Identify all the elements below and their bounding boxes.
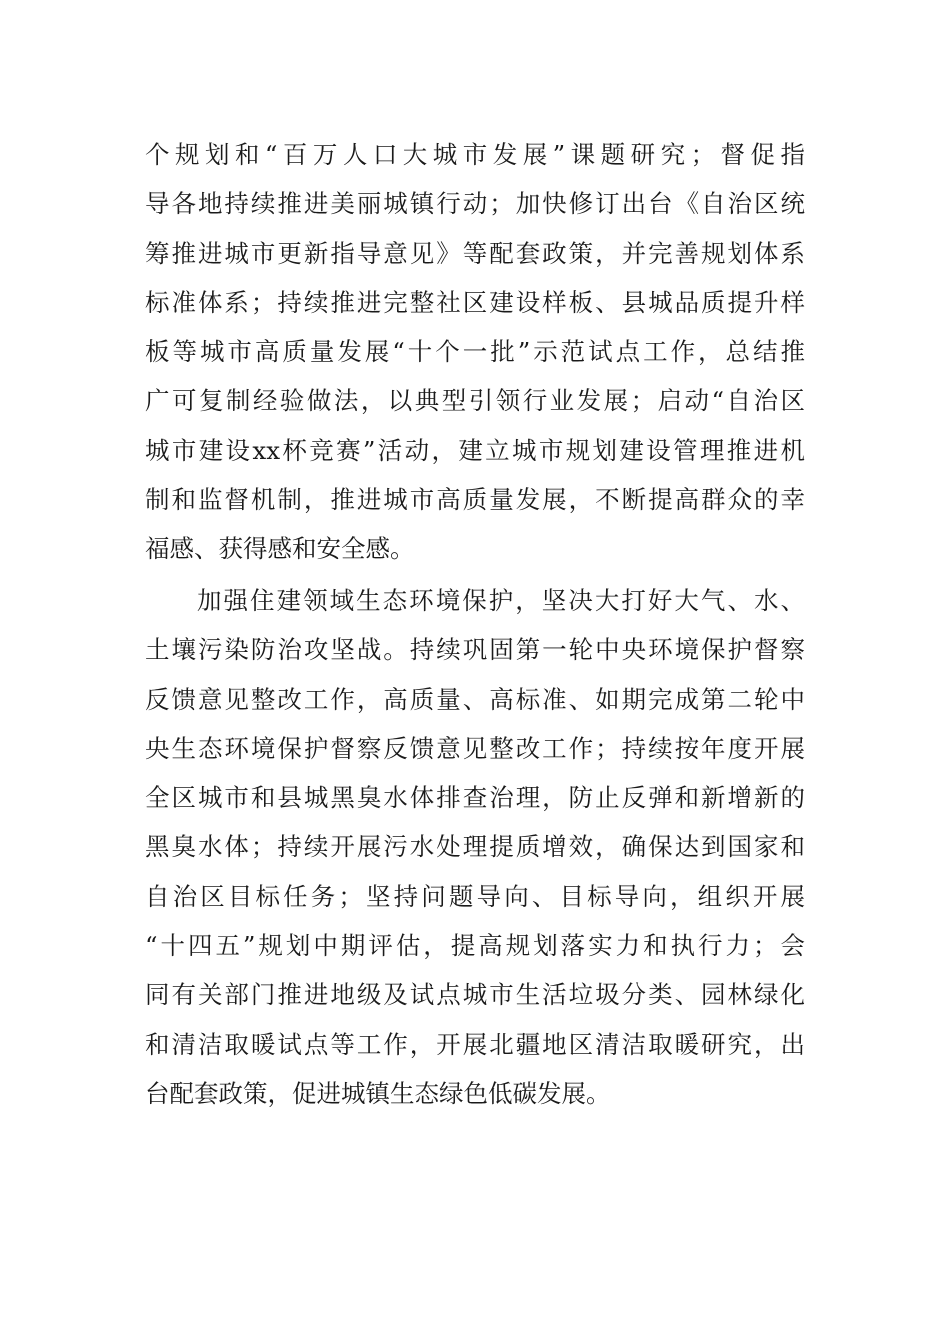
text-line: 广可复制经验做法，以典型引领行业发展；启动“自治区 bbox=[145, 386, 805, 416]
text-line: 全区城市和县城黑臭水体排查治理，防止反弹和新增新的 bbox=[145, 783, 805, 813]
text-line: 土壤污染防治攻坚战。持续巩固第一轮中央环境保护督察 bbox=[145, 635, 805, 665]
text-line: 导各地持续推进美丽城镇行动；加快修订出台《自治区统 bbox=[145, 189, 805, 219]
text-line: 台配套政策，促进城镇生态绿色低碳发展。 bbox=[145, 1078, 611, 1108]
text-line: 同有关部门推进地级及试点城市生活垃圾分类、园林绿化 bbox=[145, 980, 805, 1010]
text-line: 板等城市高质量发展“十个一批”示范试点工作，总结推 bbox=[145, 337, 805, 367]
text-line: 央生态环境保护督察反馈意见整改工作；持续按年度开展 bbox=[145, 733, 805, 763]
paragraph-urban-development bbox=[145, 130, 805, 574]
text-line: 制和监督机制，推进城市高质量发展，不断提高群众的幸 bbox=[145, 485, 805, 515]
paragraph-ecological-protection bbox=[145, 576, 805, 1118]
text-line: 黑臭水体；持续开展污水处理提质增效，确保达到国家和 bbox=[145, 832, 805, 862]
text-line: 个规划和“百万人口大城市发展”课题研究；督促指 bbox=[145, 140, 805, 169]
text-line: “十四五”规划中期评估，提高规划落实力和执行力；会 bbox=[145, 931, 805, 961]
text-line: 标准体系；持续推进完整社区建设样板、县城品质提升样 bbox=[145, 287, 805, 317]
text-line: 加强住建领域生态环境保护，坚决大打好大气、水、 bbox=[197, 586, 805, 615]
text-line: 和清洁取暖试点等工作，开展北疆地区清洁取暖研究，出 bbox=[145, 1029, 805, 1059]
text-line: 城市建设xx杯竞赛”活动，建立城市规划建设管理推进机 bbox=[145, 435, 805, 465]
text-line: 福感、获得感和安全感。 bbox=[145, 534, 415, 564]
text-line: 自治区目标任务；坚持问题导向、目标导向，组织开展 bbox=[145, 881, 805, 911]
text-line: 反馈意见整改工作，高质量、高标准、如期完成第二轮中 bbox=[145, 684, 805, 714]
text-line: 筹推进城市更新指导意见》等配套政策，并完善规划体系 bbox=[145, 238, 805, 268]
